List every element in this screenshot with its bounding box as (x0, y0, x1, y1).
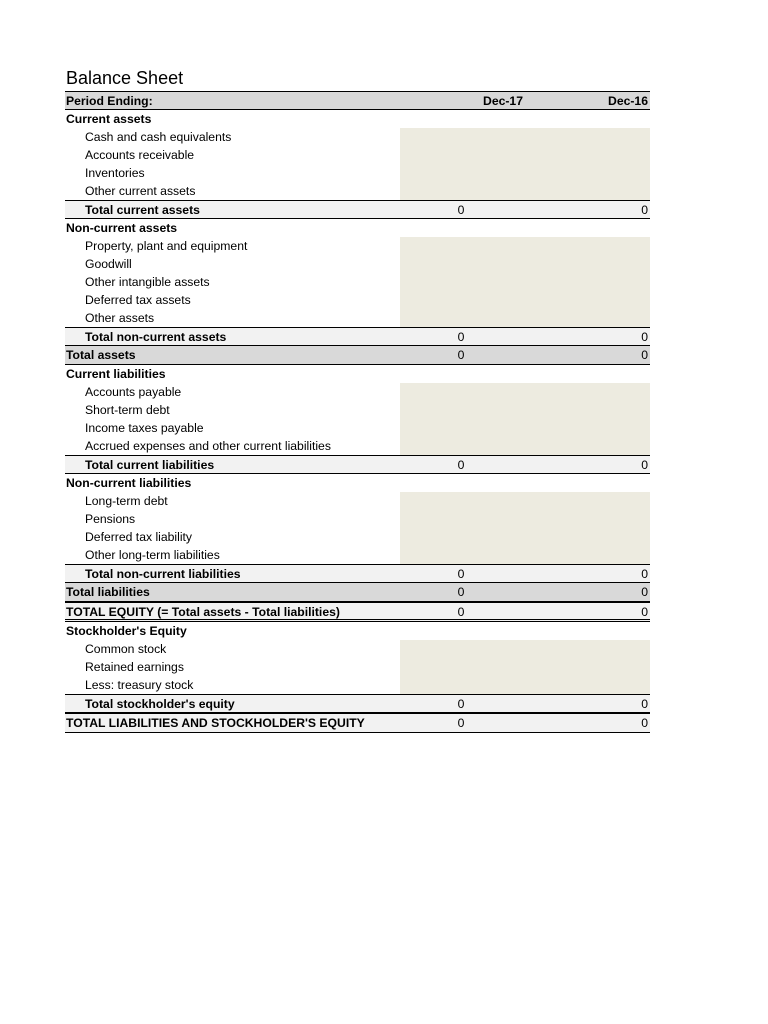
input-cell[interactable] (400, 658, 650, 676)
line-item-row[interactable] (65, 528, 650, 546)
line-item-label: Cash and cash equivalents (85, 130, 232, 144)
input-cell[interactable] (400, 182, 650, 200)
line-item-label: Property, plant and equipment (85, 239, 248, 253)
total-value-dec-17: 0 (457, 716, 465, 730)
section-heading (65, 365, 650, 383)
line-item-row[interactable] (65, 273, 650, 291)
total-assets-row (65, 346, 650, 365)
total-value-dec-16: 0 (641, 348, 648, 362)
balance-sheet (65, 66, 650, 733)
subtotal-value-dec-17: 0 (457, 330, 465, 344)
current-liabilities-heading: Current liabilities (66, 367, 166, 381)
line-item-row[interactable] (65, 164, 650, 182)
input-cell[interactable] (400, 291, 650, 309)
line-item-label: Inventories (85, 166, 145, 180)
subtotal-label: Total current liabilities (85, 458, 215, 472)
line-item-label: Other assets (85, 311, 155, 325)
input-cell[interactable] (400, 164, 650, 182)
input-cell[interactable] (400, 510, 650, 528)
line-item-row[interactable] (65, 437, 650, 455)
input-cell[interactable] (400, 383, 650, 401)
total-label: TOTAL LIABILITIES AND STOCKHOLDER'S EQUITY (66, 716, 365, 730)
line-item-row[interactable] (65, 546, 650, 564)
subtotal-value-dec-16: 0 (641, 203, 648, 217)
noncurrent-liabilities-heading: Non-current liabilities (66, 476, 192, 490)
line-item-label: Other current assets (85, 184, 196, 198)
line-item-row[interactable] (65, 658, 650, 676)
line-item-row[interactable] (65, 510, 650, 528)
subtotal-row (65, 327, 650, 346)
subtotal-value-dec-17: 0 (457, 458, 465, 472)
input-cell[interactable] (400, 309, 650, 327)
line-item-label: Common stock (85, 642, 167, 656)
input-cell[interactable] (400, 146, 650, 164)
total-value-dec-16: 0 (641, 585, 648, 599)
period-header-row (65, 91, 650, 110)
input-cell[interactable] (400, 676, 650, 694)
line-item-label: Accrued expenses and other current liabilities (85, 439, 331, 453)
total-label: Total liabilities (66, 585, 150, 599)
line-item-label: Accounts receivable (85, 148, 195, 162)
line-item-row[interactable] (65, 128, 650, 146)
line-item-row[interactable] (65, 291, 650, 309)
current-assets-heading: Current assets (66, 112, 152, 126)
line-item-row[interactable] (65, 401, 650, 419)
subtotal-label: Total non-current assets (85, 330, 227, 344)
line-item-row[interactable] (65, 237, 650, 255)
input-cell[interactable] (400, 546, 650, 564)
total-value-dec-17: 0 (457, 605, 465, 619)
input-cell[interactable] (400, 237, 650, 255)
input-cell[interactable] (400, 128, 650, 146)
line-item-label: Deferred tax liability (85, 530, 193, 544)
line-item-label: Income taxes payable (85, 421, 204, 435)
subtotal-row (65, 694, 650, 713)
line-item-label: Less: treasury stock (85, 678, 194, 692)
input-cell[interactable] (400, 273, 650, 291)
input-cell[interactable] (400, 419, 650, 437)
stockholders-equity-heading: Stockholder's Equity (66, 624, 187, 638)
total-value-dec-16: 0 (641, 716, 648, 730)
line-item-label: Pensions (85, 512, 136, 526)
line-item-label: Long-term debt (85, 494, 168, 508)
section-heading (65, 474, 650, 492)
column-header-dec-17: Dec-17 (483, 94, 523, 108)
total-label: Total assets (66, 348, 136, 362)
input-cell[interactable] (400, 528, 650, 546)
subtotal-value-dec-16: 0 (641, 330, 648, 344)
line-item-row[interactable] (65, 309, 650, 327)
line-item-row[interactable] (65, 676, 650, 694)
period-ending-label: Period Ending: (66, 94, 153, 108)
line-item-label: Other intangible assets (85, 275, 210, 289)
line-item-row[interactable] (65, 146, 650, 164)
section-heading (65, 110, 650, 128)
subtotal-row (65, 455, 650, 474)
sheet-title: Balance Sheet (66, 68, 184, 88)
noncurrent-assets-heading: Non-current assets (66, 221, 178, 235)
total-value-dec-17: 0 (457, 585, 465, 599)
section-heading (65, 622, 650, 640)
line-item-label: Deferred tax assets (85, 293, 191, 307)
line-item-row[interactable] (65, 383, 650, 401)
line-item-label: Retained earnings (85, 660, 184, 674)
input-cell[interactable] (400, 401, 650, 419)
total-equity-row (65, 602, 650, 622)
total-liabilities-and-equity-row (65, 713, 650, 733)
line-item-row[interactable] (65, 255, 650, 273)
line-item-label: Other long-term liabilities (85, 548, 220, 562)
section-heading (65, 219, 650, 237)
subtotal-value-dec-16: 0 (641, 458, 648, 472)
subtotal-label: Total current assets (85, 203, 200, 217)
line-item-row[interactable] (65, 182, 650, 200)
line-item-row[interactable] (65, 419, 650, 437)
subtotal-label: Total stockholder's equity (85, 697, 235, 711)
line-item-label: Goodwill (85, 257, 132, 271)
total-value-dec-17: 0 (457, 348, 465, 362)
line-item-row[interactable] (65, 492, 650, 510)
column-header-dec-16: Dec-16 (608, 94, 648, 108)
input-cell[interactable] (400, 492, 650, 510)
subtotal-row (65, 564, 650, 583)
subtotal-value-dec-17: 0 (457, 203, 465, 217)
input-cell[interactable] (400, 437, 650, 455)
subtotal-value-dec-17: 0 (457, 697, 465, 711)
line-item-label: Accounts payable (85, 385, 182, 399)
total-liabilities-row (65, 583, 650, 602)
subtotal-value-dec-16: 0 (641, 697, 648, 711)
input-cell[interactable] (400, 640, 650, 658)
total-label: TOTAL EQUITY (= Total assets - Total liabilities) (66, 605, 340, 619)
total-value-dec-16: 0 (641, 605, 648, 619)
subtotal-value-dec-16: 0 (641, 567, 648, 581)
subtotal-value-dec-17: 0 (457, 567, 465, 581)
line-item-label: Short-term debt (85, 403, 170, 417)
subtotal-row (65, 200, 650, 219)
input-cell[interactable] (400, 255, 650, 273)
subtotal-label: Total non-current liabilities (85, 567, 241, 581)
line-item-row[interactable] (65, 640, 650, 658)
